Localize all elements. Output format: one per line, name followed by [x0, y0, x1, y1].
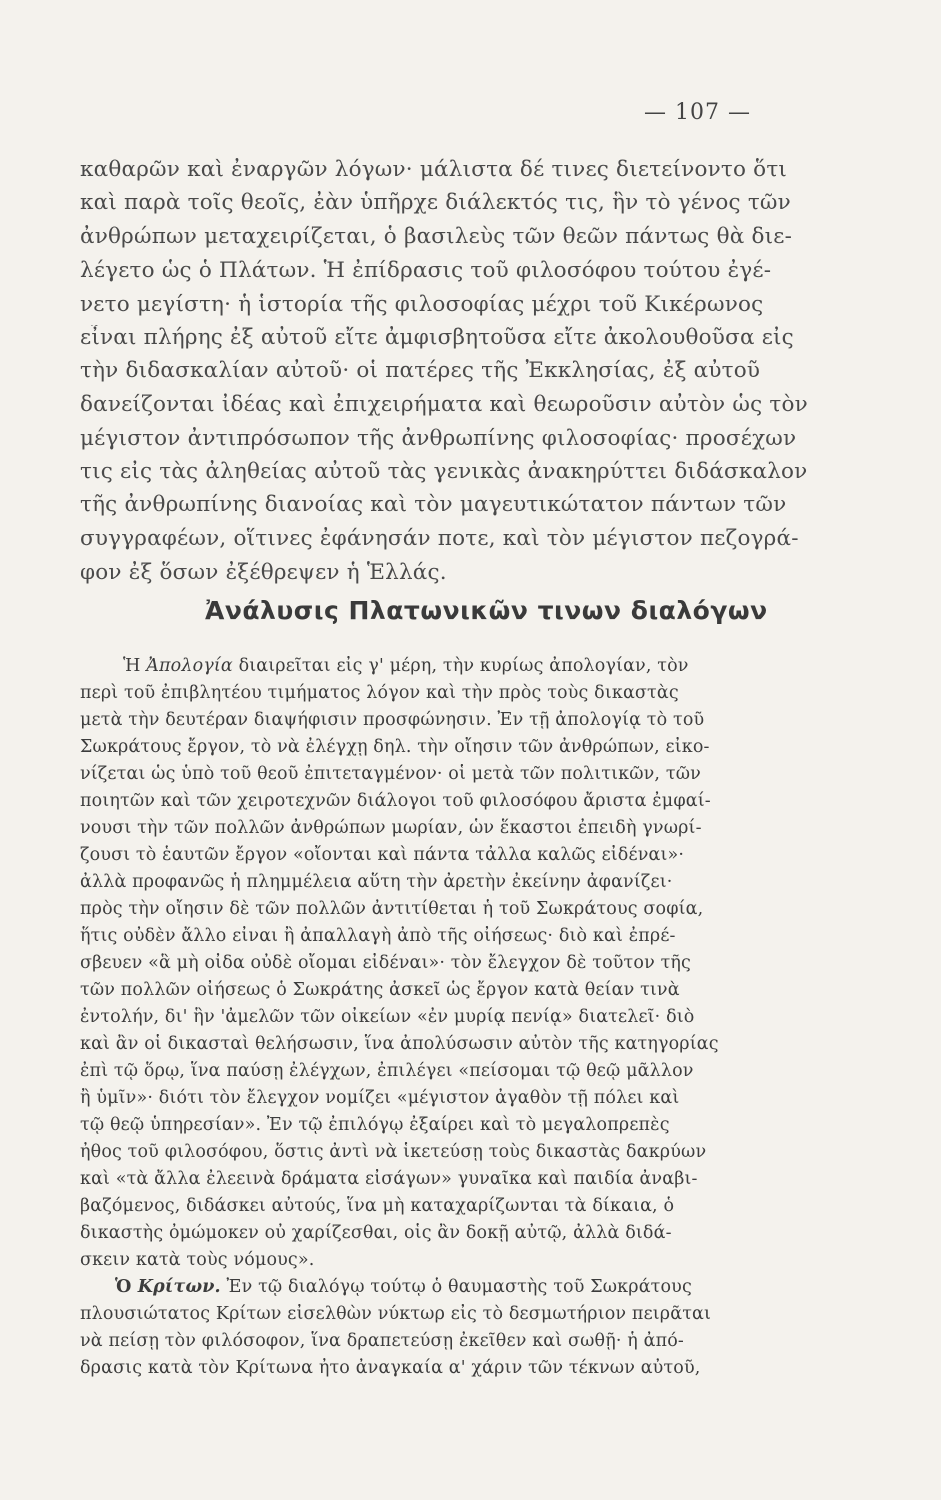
apology-line: πρὸς τὴν οἴησιν δὲ τῶν πολλῶν ἀντιτίθεται ἡ τοῦ Σωκράτους σοφία,: [80, 899, 704, 919]
apology-line: ζουσι τὸ ἑαυτῶν ἔργον «οἴονται καὶ πάντα τἆλλα καλῶς εἰδέναι»·: [80, 845, 685, 865]
apology-line: Σωκράτους ἔργον, τὸ νὰ ἐλέγχῃ δηλ. τὴν οἴησιν τῶν ἀνθρώπων, εἰκο-: [80, 737, 710, 757]
intro-line: νετο μεγίστη· ἡ ἱστορία τῆς φιλοσοφίας μέχρι τοῦ Κικέρωνος: [80, 292, 764, 317]
apology-line: σβευεν «ἃ μὴ οἶδα οὐδὲ οἴομαι εἰδέναι»· τὸν ἔλεγχον δὲ τοῦτον τῆς: [80, 953, 691, 973]
apology-line: ἀλλὰ προφανῶς ἡ πλημμέλεια αὕτη τὴν ἀρετὴν ἐκείνην ἀφανίζει·: [80, 872, 673, 892]
apology-line: νουσι τὴν τῶν πολλῶν ἀνθρώπων μωρίαν, ὧν ἕκαστοι ἐπειδὴ γνωρί-: [80, 818, 702, 838]
intro-line: τῆς ἀνθρωπίνης διανοίας καὶ τὸν μαγευτικώτατον πάντων τῶν: [80, 492, 787, 517]
apology-line: ἦθος τοῦ φιλοσόφου, ὅστις ἀντὶ νὰ ἱκετεύσῃ τοὺς δικαστὰς δακρύων: [80, 1142, 707, 1162]
apology-line: τῶν πολλῶν οἰήσεως ὁ Σωκράτης ἀσκεῖ ὡς ἔργον κατὰ θείαν τινὰ: [80, 980, 680, 1000]
intro-line: καὶ παρὰ τοῖς θεοῖς, ἐὰν ὑπῆρχε διάλεκτός τις, ἣν τὸ γένος τῶν: [80, 190, 791, 215]
crito-line: δρασις κατὰ τὸν Κρίτωνα ἦτο ἀναγκαία α' χάριν τῶν τέκνων αὐτοῦ,: [80, 1358, 701, 1378]
intro-line: ἀνθρώπων μεταχειρίζεται, ὁ βασιλεὺς τῶν θεῶν πάντως θὰ διε-: [80, 224, 793, 249]
intro-line: τις εἰς τὰς ἀληθείας αὐτοῦ τὰς γενικὰς ἀνακηρύττει διδάσκαλον: [80, 459, 808, 484]
page-number: — 107 —: [644, 100, 751, 125]
intro-line: δανείζονται ἰδέας καὶ ἐπιχειρήματα καὶ θεωροῦσιν αὐτὸν ὡς τὸν: [80, 392, 808, 417]
intro-line: μέγιστον ἀντιπρόσωπον τῆς ἀνθρωπίνης φιλοσοφίας· προσέχων: [80, 426, 797, 451]
apology-line: καὶ «τὰ ἄλλα ἐλεεινὰ δράματα εἰσάγων» γυναῖκα καὶ παιδία ἀναβι-: [80, 1169, 698, 1189]
crito-first-line-rest: Ἐν τῷ διαλόγῳ τούτῳ ὁ θαυμαστὴς τοῦ Σωκράτους: [220, 1277, 692, 1297]
intro-line: φον ἐξ ὅσων ἐξέθρεψεν ἡ Ἑλλάς.: [80, 560, 447, 585]
apology-first-line-rest: διαιρεῖται εἰς γ' μέρη, τὴν κυρίως ἀπολογίαν, τὸν: [232, 656, 689, 676]
intro-line: συγγραφέων, οἵτινες ἐφάνησάν ποτε, καὶ τὸν μέγιστον πεζογρά-: [80, 526, 799, 551]
crito-first-line: [115, 1277, 692, 1297]
intro-line: λέγετο ὡς ὁ Πλάτων. Ἡ ἐπίδρασις τοῦ φιλοσόφου τούτου ἐγέ-: [80, 258, 772, 283]
apology-line: βαζόμενος, διδάσκει αὐτούς, ἵνα μὴ καταχαρίζωνται τὰ δίκαια, ὁ: [80, 1196, 675, 1216]
apology-line: ἐπὶ τῷ ὅρῳ, ἵνα παύσῃ ἐλέγχων, ἐπιλέγει «πείσομαι τῷ θεῷ μᾶλλον: [80, 1061, 694, 1081]
crito-title: Κρίτων.: [137, 1277, 221, 1297]
apology-lead-article: Ἡ: [123, 656, 147, 676]
apology-line: σκειν κατὰ τοὺς νόμους».: [80, 1250, 315, 1270]
intro-line: καθαρῶν καὶ ἐναργῶν λόγων· μάλιστα δέ τινες διετείνοντο ὅτι: [80, 157, 788, 182]
apology-line: νίζεται ὡς ὑπὸ τοῦ θεοῦ ἐπιτεταγμένον· οἱ μετὰ τῶν πολιτικῶν, τῶν: [80, 764, 701, 784]
apology-line: περὶ τοῦ ἐπιβλητέου τιμήματος λόγον καὶ τὴν πρὸς τοὺς δικαστὰς: [80, 683, 679, 703]
crito-line: νὰ πείσῃ τὸν φιλόσοφον, ἵνα δραπετεύσῃ ἐκεῖθεν καὶ σωθῇ· ἡ ἀπό-: [80, 1331, 684, 1351]
apology-first-line: [123, 656, 689, 676]
apology-line: δικαστὴς ὀμώμοκεν οὐ χαρίζεσθαι, οἷς ἂν δοκῇ αὐτῷ, ἀλλὰ διδά-: [80, 1223, 672, 1243]
apology-line: ἢ ὑμῖν»· διότι τὸν ἔλεγχον νομίζει «μέγιστον ἀγαθὸν τῇ πόλει καὶ: [80, 1088, 680, 1108]
crito-lead-article: Ὁ: [115, 1277, 138, 1297]
section-heading: Ἀνάλυσις Πλατωνικῶν τινων διαλόγων: [205, 596, 768, 625]
apology-line: τῷ θεῷ ὑπηρεσίαν». Ἐν τῷ ἐπιλόγῳ ἐξαίρει καὶ τὸ μεγαλοπρεπὲς: [80, 1115, 670, 1135]
apology-line: ἥτις οὐδὲν ἄλλο εἶναι ἢ ἀπαλλαγὴ ἀπὸ τῆς οἰήσεως· διὸ καὶ ἐπρέ-: [80, 926, 676, 946]
apology-line: καὶ ἂν οἱ δικασταὶ θελήσωσιν, ἵνα ἀπολύσωσιν αὐτὸν τῆς κατηγορίας: [80, 1034, 719, 1054]
apology-line: μετὰ τὴν δευτέραν διαψήφισιν προσφώνησιν. Ἐν τῇ ἀπολογίᾳ τὸ τοῦ: [80, 710, 705, 730]
crito-line: πλουσιώτατος Κρίτων εἰσελθὼν νύκτωρ εἰς τὸ δεσμωτήριον πειρᾶται: [80, 1304, 712, 1324]
apology-title: Ἀπολογία: [146, 656, 233, 676]
intro-line: εἶναι πλήρης ἐξ αὐτοῦ εἴτε ἀμφισβητοῦσα εἴτε ἀκολουθοῦσα εἰς: [80, 325, 794, 350]
intro-line: τὴν διδασκαλίαν αὐτοῦ· οἱ πατέρες τῆς Ἐκκλησίας, ἐξ αὐτοῦ: [80, 358, 761, 383]
apology-line: ποιητῶν καὶ τῶν χειροτεχνῶν διάλογοι τοῦ φιλοσόφου ἄριστα ἐμφαί-: [80, 791, 711, 811]
apology-line: ἐντολήν, δι' ἣν 'ἀμελῶν τῶν οἰκείων «ἐν μυρίᾳ πενίᾳ» διατελεῖ· διὸ: [80, 1007, 695, 1027]
